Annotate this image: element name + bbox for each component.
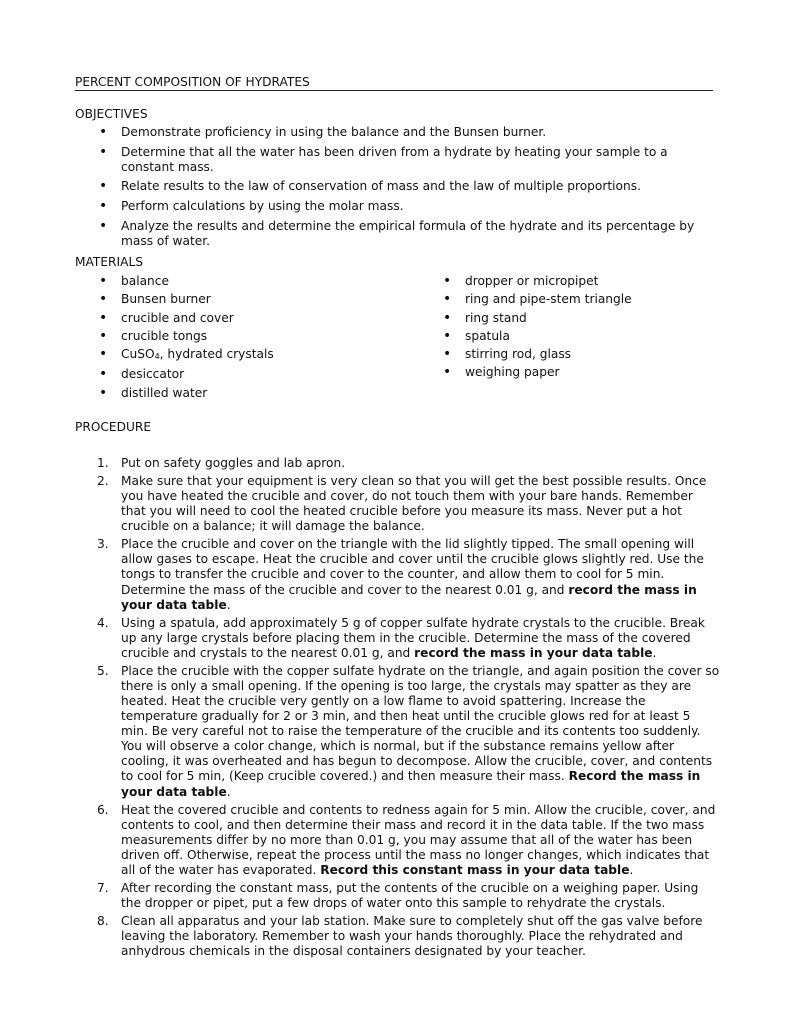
procedure-heading: PROCEDURE <box>75 420 152 434</box>
objective-item: • Determine that all the water has been driven from a hydrate by heating your sample to a constant mass. <box>99 143 668 174</box>
material-item: • stirring rod, glass <box>443 346 572 363</box>
procedure-step: 5. Place the crucible with the copper sulfate hydrate on the triangle, and again position the cover so there is only a small opening. If the opening is too large, the crystals may spatter as they are heated. Heat the crucible very gently on a low flame to avoid spattering. Increase the temperature gradually for 2 or 3 min, and then heat until the crucible glows red for at least 5 min. Be very careful not to raise the temperature of the crucible and its contents too suddenly. You will observe a color change, which is normal, but if the substance remains yellow after cooling, it was overheated and has begun to decompose. Allow the crucible, cover, and contents to cool for 5 min, (Keep crucible covered.) and then measure their mass. Record the mass in your data table. <box>97 663 720 799</box>
bullet-icon: • <box>99 273 108 289</box>
objectives-list <box>75 125 715 253</box>
materials-heading: MATERIALS <box>75 255 143 269</box>
bullet-icon: • <box>99 327 108 344</box>
objective-item: • Perform calculations by using the molar mass. <box>99 197 404 214</box>
procedure-steps <box>75 456 720 962</box>
procedure-step: 3. Place the crucible and cover on the triangle with the lid slightly tipped. The small opening will allow gases to escape. Heat the crucible and cover until the crucible glows slightly red. Use the tongs to transfer the crucible and cover to the counter, and allow them to cool for 5 min. Determine the mass of the crucible and cover to the nearest 0.01 g, and record the mass in your data table. <box>97 537 704 612</box>
bullet-icon: • <box>99 124 108 140</box>
procedure-step: 7. After recording the constant mass, put the contents of the crucible on a weighing paper. Using the dropper or pipet, put a few drops of water onto this sample to rehydrate the crystals. <box>97 880 699 910</box>
material-item: • crucible and cover <box>99 309 234 326</box>
title-line <box>75 75 713 91</box>
material-item <box>75 347 415 364</box>
material-item: • dropper or micropipet <box>443 273 599 289</box>
material-item: • Bunsen burner <box>99 291 211 308</box>
material-item: • distilled water <box>99 384 208 401</box>
bullet-icon: • <box>443 309 452 326</box>
material-item: • weighing paper <box>443 364 560 381</box>
objective-item: • Analyze the results and determine the empirical formula of the hydrate and its percentage by mass of water. <box>99 217 695 248</box>
bullet-icon: • <box>443 346 452 363</box>
bullet-icon: • <box>443 291 452 308</box>
objective-item: • Relate results to the law of conservation of mass and the law of multiple proportions. <box>99 178 641 195</box>
materials-list-right <box>419 274 719 384</box>
bullet-icon: • <box>99 366 108 383</box>
objectives-heading: OBJECTIVES <box>75 107 148 121</box>
bullet-icon: • <box>99 309 108 326</box>
procedure-step: 6. Heat the covered crucible and contents to redness again for 5 min. Allow the crucible, cover, and contents to cool, and then determine their mass and record it in the data table. If the two mass measurements differ by no more than 0.01 g, you may assume that all of the water has been driven off. Otherwise, repeat the process until the mass no longer changes, which indicates that all of the water has evaporated. Record this constant mass in your data table. <box>97 802 716 877</box>
procedure-step: 2. Make sure that your equipment is very clean so that you will get the best possible results. Once you have heated the crucible and cover, do not touch them with your bare hands. Remember that you will need to cool the heated crucible before you measure its mass. Never put a hot crucible on a balance; it will damage the balance. <box>97 473 707 534</box>
bullet-icon: • <box>99 346 108 363</box>
objective-item: • Demonstrate proficiency in using the balance and the Bunsen burner. <box>99 124 547 140</box>
material-item: • spatula <box>443 327 510 344</box>
bullet-icon: • <box>443 364 452 381</box>
bullet-icon: • <box>99 217 108 234</box>
material-item: • balance <box>99 273 169 289</box>
material-item: • ring stand <box>443 309 527 326</box>
material-item: • desiccator <box>99 366 185 383</box>
material-item: • ring and pipe-stem triangle <box>443 291 632 308</box>
bullet-icon: • <box>99 143 108 160</box>
bullet-icon: • <box>99 178 108 195</box>
materials-list-left <box>75 274 415 404</box>
material-item: • crucible tongs <box>99 327 208 344</box>
procedure-step: 8. Clean all apparatus and your lab station. Make sure to completely shut off the gas valve before leaving the laboratory. Remember to wash your hands thoroughly. Place the rehydrated and anhydrous chemicals in the disposal containers designated by your teacher. <box>97 913 703 959</box>
cuso4-label: CuSO$_4$, hydrated crystals <box>121 347 274 362</box>
bullet-icon: • <box>99 197 108 214</box>
bullet-icon: • <box>443 327 452 344</box>
bullet-icon: • <box>99 384 108 401</box>
bullet-icon: • <box>443 273 452 289</box>
procedure-step: 1. Put on safety goggles and lab apron. <box>97 456 346 470</box>
document-title: PERCENT COMPOSITION OF HYDRATES <box>75 75 310 89</box>
bullet-icon: • <box>99 291 108 308</box>
procedure-step: 4. Using a spatula, add approximately 5 g of copper sulfate hydrate crystals to the crucible. Break up any large crystals before placing them in the crucible. Determine the mass of the covered crucible and crystals to the nearest 0.01 g, and record the mass in your data table. <box>97 615 705 660</box>
